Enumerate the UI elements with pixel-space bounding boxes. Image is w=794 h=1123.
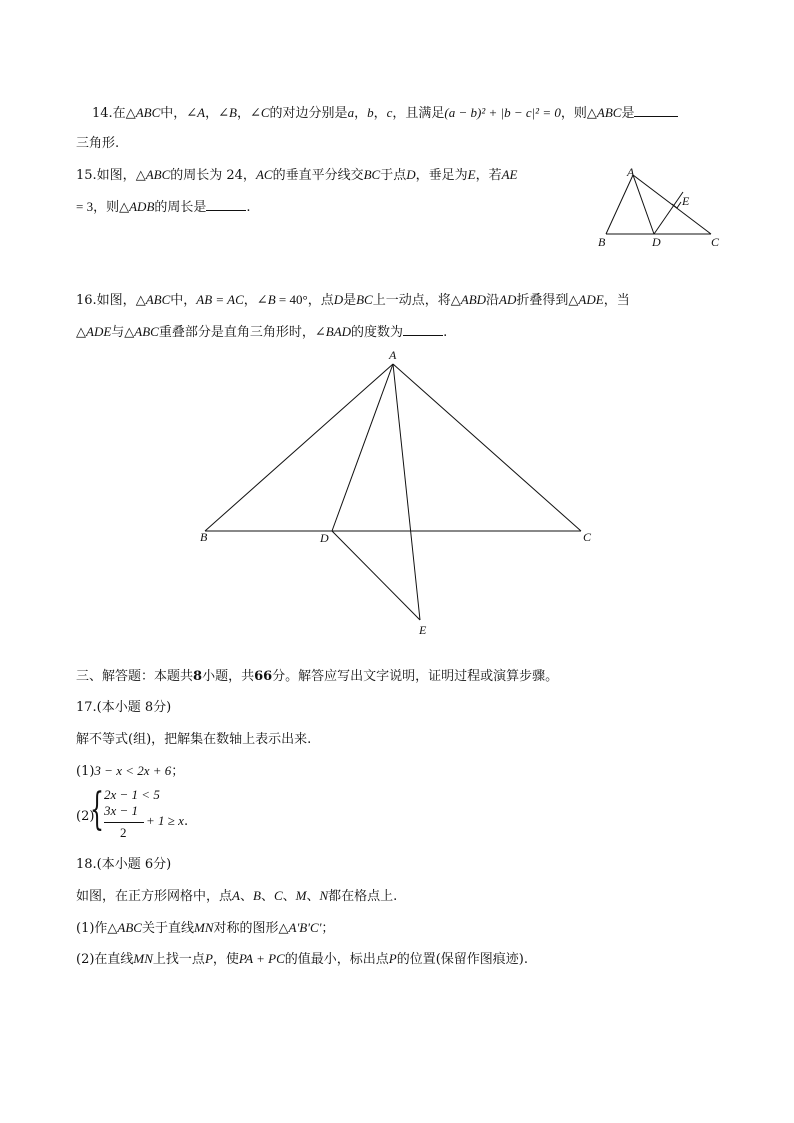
math: BC [363, 167, 381, 182]
math: AD [499, 292, 517, 307]
text: 、 [282, 889, 296, 904]
math: C [273, 888, 283, 903]
answer-blank[interactable] [403, 323, 443, 336]
math: ADE [578, 292, 604, 307]
q18-header: 18.(本小题 6分) [76, 857, 172, 872]
q16-figure [190, 340, 610, 640]
math: A [197, 105, 206, 120]
text: 是 [343, 293, 357, 308]
text: 、 [306, 889, 320, 904]
text: 关于直线 [141, 921, 194, 936]
math: BAD [325, 324, 352, 339]
math: D [406, 167, 416, 182]
text: 、 [239, 889, 253, 904]
text: 15.如图， [76, 168, 136, 183]
text: ， [373, 106, 387, 121]
text: ，若 [475, 168, 502, 183]
math: = 40° [275, 292, 308, 307]
text: ，使 [212, 952, 239, 967]
text: ，且满足 [392, 106, 445, 121]
label-d: D [652, 235, 661, 249]
text: 对称的图形 [213, 921, 279, 936]
math: E [467, 167, 476, 182]
q15-line-1 [76, 166, 517, 185]
math-expression: 3 − x < 2x + 6 [94, 763, 172, 778]
text: ，点 [307, 293, 334, 308]
text: ，当 [603, 293, 630, 308]
label-b: B [598, 235, 606, 249]
math: M [295, 888, 307, 903]
math: A'B'C' [288, 920, 322, 935]
text: 的位置(保留作图痕迹). [396, 952, 529, 967]
text: 14.在 [92, 106, 126, 121]
text: ； [321, 921, 335, 936]
label-a: A [627, 165, 635, 179]
q17-fraction-numerator: 3x − 1 [104, 803, 139, 818]
text: △ [135, 168, 146, 183]
math: AC [255, 167, 273, 182]
text: 的值最小，标出点 [284, 952, 389, 967]
text: ； [171, 764, 185, 779]
text: 如图，在正方形网格中，点 [76, 889, 233, 904]
system-brace: { [90, 784, 104, 835]
text: 的度数为 [351, 325, 404, 340]
math: = 3 [76, 199, 94, 214]
q17-part-1 [76, 762, 184, 781]
math: B [229, 105, 237, 120]
math-expression: + 1 ≥ x [146, 813, 184, 828]
text: ，∠ [205, 106, 230, 121]
math: ABC [117, 920, 142, 935]
math: C [260, 105, 270, 120]
text: . [443, 325, 448, 340]
text: △ [568, 293, 579, 308]
math: a [347, 105, 355, 120]
segment-ae [393, 364, 420, 620]
text: 中， [170, 293, 197, 308]
segment-ab [205, 364, 393, 531]
label-d: D [320, 531, 329, 545]
text: 沿 [486, 293, 500, 308]
label-c: C [583, 530, 592, 544]
text: 都在格点上. [328, 889, 398, 904]
math: ABC [596, 105, 622, 120]
text: . [183, 814, 189, 829]
math: b [367, 105, 374, 120]
math: MN [133, 951, 153, 966]
math: BC [356, 292, 373, 307]
text: △ [107, 921, 118, 936]
text: 三、解答题：本题共 [76, 669, 194, 684]
math: P [388, 951, 397, 966]
answer-blank[interactable] [206, 198, 246, 211]
q18-part-2 [76, 950, 528, 969]
text: 的垂直平分线交 [272, 168, 364, 183]
q17-fraction-denominator: 2 [120, 825, 127, 840]
segment-ac [393, 364, 581, 531]
segment-ad [332, 364, 393, 531]
text: 的周长为 24， [170, 168, 256, 183]
text: △ [450, 293, 461, 308]
math-expression: PA + PC [238, 951, 285, 966]
text: (2)在直线 [76, 952, 134, 967]
text: (1) [76, 764, 95, 779]
text: ，则 [93, 200, 120, 215]
q17-header: 17.(本小题 8分) [76, 700, 172, 715]
text: (1)作 [76, 921, 108, 936]
text: 折叠得到 [516, 293, 569, 308]
text: 的对边分别是 [269, 106, 348, 121]
fraction-bar [104, 822, 144, 823]
text: ， [354, 106, 368, 121]
text: 分。解答应写出文字说明，证明过程或演算步骤。 [272, 669, 559, 684]
math: AB = AC [196, 292, 244, 307]
segment-ad [633, 175, 654, 234]
text: △ [124, 325, 135, 340]
math: P [204, 951, 213, 966]
math: ABC [145, 292, 171, 307]
math: A [232, 888, 240, 903]
q17-system-line-1: 2x − 1 < 5 [104, 787, 160, 802]
math: ADB [129, 199, 155, 214]
text: △ [278, 921, 289, 936]
math: ADE [86, 324, 112, 339]
math: ABD [460, 292, 487, 307]
q18-part-1 [76, 919, 334, 938]
section-3-heading [76, 668, 558, 686]
perpendicular-bisector [654, 192, 683, 234]
q14-line-2: 三角形. [76, 136, 120, 151]
label-e: E [419, 623, 427, 637]
text: ，则 [560, 106, 587, 121]
math: ABC [135, 105, 161, 120]
q17-system-line-2-tail [146, 812, 188, 831]
text: ，∠ [243, 293, 268, 308]
label-b: B [200, 530, 208, 544]
text: 8 [193, 669, 203, 684]
math: ABC [134, 324, 159, 339]
math: MN [194, 920, 214, 935]
q14-line-1 [92, 104, 678, 123]
label-a: A [389, 348, 397, 362]
text: ，垂足为 [415, 168, 468, 183]
text: 、 [260, 889, 274, 904]
segment-ab [606, 175, 633, 234]
q17-part-2-label: (2) [76, 809, 95, 824]
math: D [333, 292, 344, 307]
math: ABC [145, 167, 171, 182]
text: △ [586, 106, 597, 121]
segment-de [332, 531, 420, 620]
text: 上找一点 [152, 952, 205, 967]
text: 于点 [380, 168, 407, 183]
right-angle-mark [672, 202, 681, 208]
q16-line-1 [76, 291, 630, 310]
text: 是 [621, 106, 635, 121]
q17-instruction: 解不等式(组)，把解集在数轴上表示出来. [76, 732, 312, 747]
text: △ [76, 325, 86, 340]
text: . [246, 200, 251, 215]
text: △ [125, 106, 136, 121]
text: 小题，共 [202, 669, 255, 684]
text: 上一动点，将 [372, 293, 451, 308]
math: B [267, 292, 276, 307]
text: 66 [254, 669, 273, 684]
text: 与 [111, 325, 125, 340]
text: 重叠部分是直角三角形时，∠ [158, 325, 326, 340]
text: 16.如图， [76, 293, 136, 308]
math-expression: (a − b)² + |b − c|² = 0 [444, 105, 561, 120]
q15-figure [590, 160, 730, 255]
text: △ [135, 293, 146, 308]
text: 中，∠ [160, 106, 198, 121]
label-e: E [682, 194, 690, 208]
text: ，∠ [236, 106, 261, 121]
text: △ [119, 200, 130, 215]
math: AE [501, 167, 518, 182]
label-c: C [711, 235, 720, 249]
math: c [386, 105, 393, 120]
math: N [319, 888, 329, 903]
answer-blank[interactable] [634, 104, 678, 117]
text: 的周长是 [154, 200, 207, 215]
math: B [252, 888, 261, 903]
q15-line-2 [76, 198, 251, 217]
q18-line-1 [76, 887, 397, 906]
